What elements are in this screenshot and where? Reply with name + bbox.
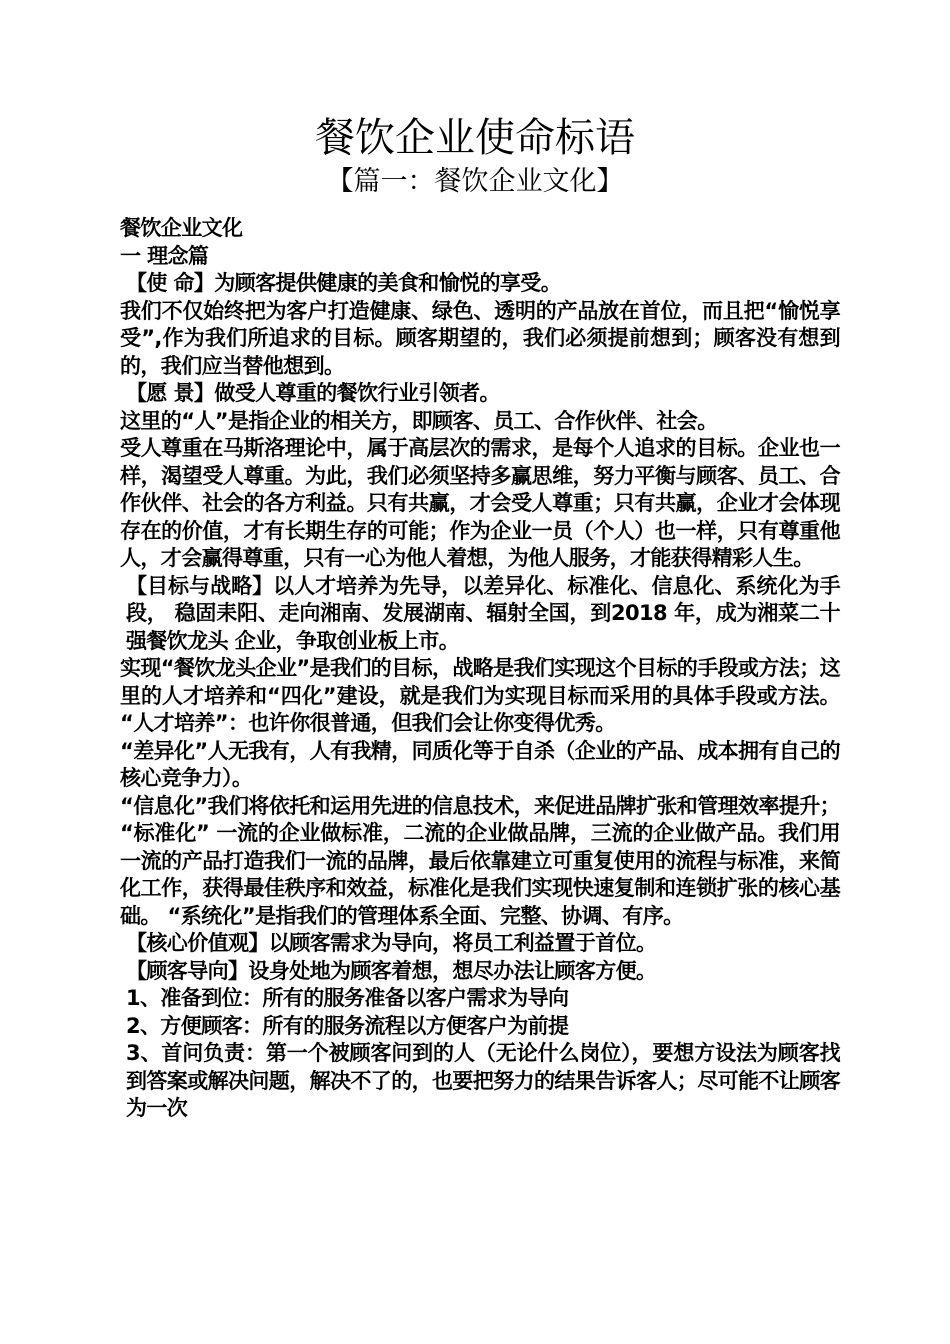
differentiation-paragraph: “差异化”人无我有，人有我精，同质化等于自杀（企业的产品、成本拥有自己的核心竞争力）。 xyxy=(120,738,841,790)
customer-orientation-heading: 【顾客导向】设身处地为顾客着想，想尽办法让顾客方便。 xyxy=(126,958,657,983)
mission-paragraph: 我们不仅始终把为客户打造健康、绿色、透明的产品放在首位，而且把“愉悦享受”,作为我们所追求的目标。顾客期望的，我们必须提前想到；顾客没有想到的，我们应当替他想到。 xyxy=(120,298,840,378)
vision-heading: 【愿 景】做受人尊重的餐饮行业引领者。 xyxy=(126,381,500,405)
core-values-heading: 【核心价值观】以顾客需求为导向，将员工利益置于首位。 xyxy=(126,931,657,955)
document-body xyxy=(116,215,840,1123)
document-subtitle: 【篇一：餐饮企业文化】 xyxy=(326,166,624,197)
list-item: 2、方便顾客：所有的服务流程以方便客户为前提 xyxy=(126,1013,569,1038)
section-subheading: 一 理念篇 xyxy=(120,243,209,268)
list-item: 3、首问负责：第一个被顾客问到的人（无论什么岗位），要想方设法为顾客找到答案或解决问题，解决不了的，也要把努力的结果告诉客人；尽可能不让顾客为一次 xyxy=(126,1041,840,1120)
goal-strategy-paragraph: 【目标与战略】以人才培养为先导，以差异化、标准化、信息化、系统化为手段， 稳固耒阳、走向湘南、发展湖南、辐射全国，到2018 年，成为湘菜二十强餐饮龙头 企业，争取创业板上市。 xyxy=(126,573,840,653)
mission-heading: 【使 命】为顾客提供健康的美食和愉悦的享受。 xyxy=(126,271,562,295)
goal-explanation-paragraph: 实现“餐饮龙头企业”是我们的目标，战略是我们实现这个目标的手段或方法；这里的人才培养和“四化”建设，就是我们为实现目标而采用的具体手段或方法。 “人才培养”：也许你很普通，但我们会让你变得优秀。 xyxy=(120,656,841,735)
list-item: 1、准备到位：所有的服务准备以客户需求为导向 xyxy=(126,986,569,1010)
vision-paragraph: 受人尊重在马斯洛理论中，属于高层次的需求，是每个人追求的目标。企业也一样，渴望受人尊重。为此，我们必须坚持多赢思维，努力平衡与顾客、员工、合作伙伴、社会的各方利益。只有共赢，才会受人尊重；只有共赢，企业才会体现存在的价值，才有长期生存的可能；作为企业一员（个人）也一样，只有尊重他人，才会赢得尊重，只有一心为他人着想，为他人服务，才能获得精彩人生。 xyxy=(120,436,840,570)
vision-note: 这里的“人”是指企业的相关方，即顾客、员工、合作伙伴、社会。 xyxy=(120,408,718,433)
document-title: 餐饮企业使命标语 xyxy=(315,115,635,161)
section-heading: 餐饮企业文化 xyxy=(120,216,243,240)
informatization-paragraph: “信息化”我们将依托和运用先进的信息技术，来促进品牌扩张和管理效率提升； “标准化” 一流的企业做标准，二流的企业做品牌，三流的企业做产品。我们用一流的产品打造我们一流的品牌，最后依靠建立可重复使用的流程与标准，来简化工作，获得最佳秩序和效益，标准化是我们实现快速复制和连锁扩张的核心基础。 “系统化”是指我们的管理体系全面、完整、协调、有序。 xyxy=(120,793,841,928)
